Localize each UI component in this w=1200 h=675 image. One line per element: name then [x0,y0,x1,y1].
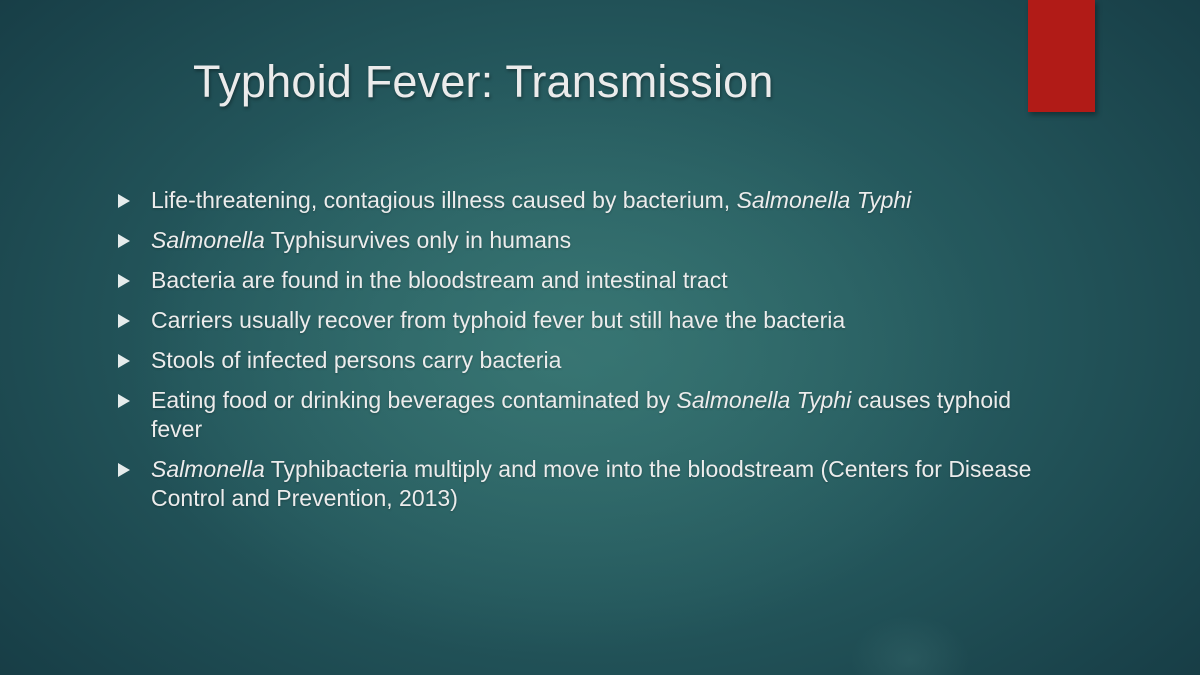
bullet-item [118,306,1038,335]
triangle-right-icon [118,463,130,477]
triangle-right-icon [118,234,130,248]
bullet-text-italic: Salmonella [151,456,265,482]
background-glow [850,615,970,675]
triangle-right-icon [118,274,130,288]
bullet-text: Stools of infected persons carry bacteria [151,347,562,373]
bullet-text-italic: Salmonella Typhi [736,187,912,213]
bullet-text: Life-threatening, contagious illness caused by bacterium, [151,187,737,213]
bullet-item [118,386,1038,444]
triangle-right-icon [118,354,130,368]
bullet-text-italic: Salmonella Typhi [676,387,852,413]
triangle-right-icon [118,394,130,408]
triangle-right-icon [118,314,130,328]
bullet-text: Typhisurvives only in humans [264,227,572,253]
red-accent-tab [1028,0,1095,112]
slide-title: Typhoid Fever: Transmission [193,56,774,107]
bullet-item [118,266,1038,295]
bullet-text: Carriers usually recover from typhoid fever but still have the bacteria [151,307,846,333]
triangle-right-icon [118,194,130,208]
bullet-list [118,186,1038,524]
bullet-item [118,346,1038,375]
bullet-item [118,226,1038,255]
bullet-text-italic: Salmonella [151,227,265,253]
bullet-item [118,186,1038,215]
bullet-item [118,455,1038,513]
bullet-text: Eating food or drinking beverages contaminated by [151,387,677,413]
bullet-text: Typhibacteria multiply and move into the bloodstream (Centers for Disease Control and Prevention, 2013) [151,456,1032,511]
bullet-text: Bacteria are found in the bloodstream and intestinal tract [151,267,728,293]
bullet-text: causes typhoid fever [151,387,1012,442]
